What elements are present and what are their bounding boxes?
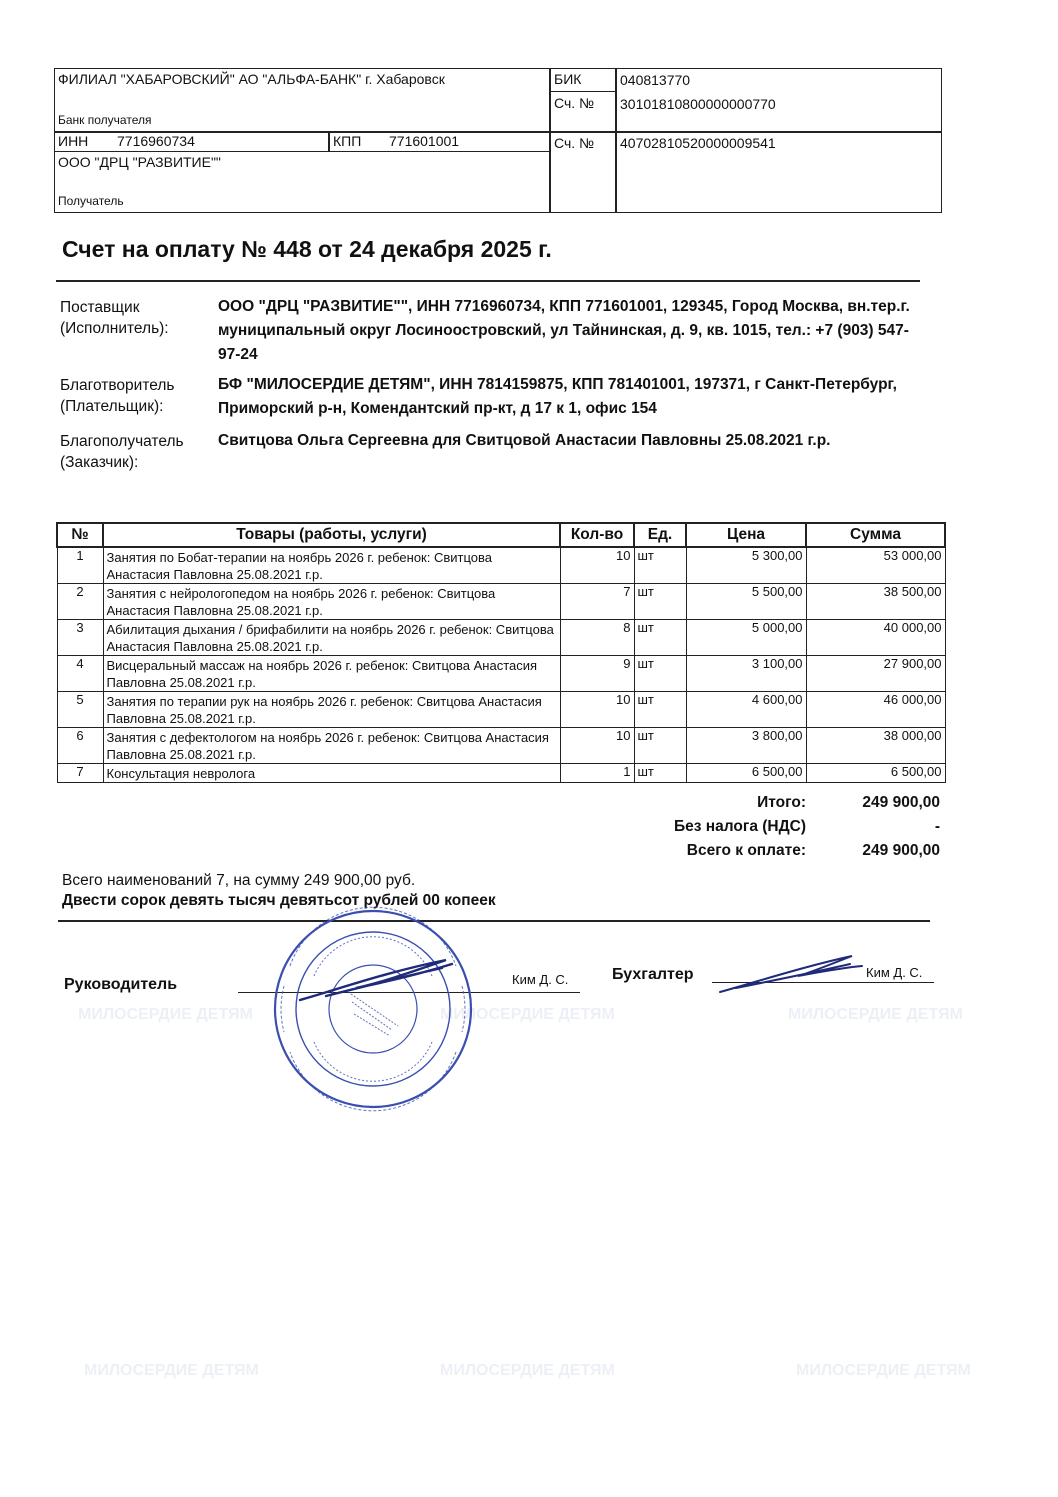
watermark: МИЛОСЕРДИЕ ДЕТЯМ <box>796 1362 971 1379</box>
supplier-label: Поставщик (Исполнитель): <box>60 299 169 337</box>
beneficiary-label: Благополучатель (Заказчик): <box>60 433 184 471</box>
table-header-row <box>57 523 945 547</box>
table-row <box>57 584 945 620</box>
watermark: МИЛОСЕРДИЕ ДЕТЯМ <box>84 1362 259 1379</box>
kpp-value: 771601001 <box>389 133 460 149</box>
bik-value: 040813770 <box>620 72 691 88</box>
supplier-details: ООО "ДРЦ "РАЗВИТИЕ"", ИНН 7716960734, КПП 771601001, 129345, Город Москва, вн.тер.г. муниципальный округ Лосиноостровский, ул Тайнинская, д. 9, кв. 1015, тел.: +7 (903) 547-97-24 <box>218 298 910 363</box>
row-price: 3 100,00 <box>686 656 806 692</box>
row-name: Занятия по терапии рук на ноябрь 2026 г. ребенок: Свитцова Анастасия Павловна 25.08.2021 г.р. <box>103 692 560 728</box>
row-qty: 8 <box>560 620 634 656</box>
table-row <box>57 692 945 728</box>
row-unit: шт <box>634 620 686 656</box>
head-name: Ким Д. С. <box>512 972 569 987</box>
row-qty: 1 <box>560 764 634 783</box>
payer-label: Благотворитель (Плательщик): <box>60 377 175 415</box>
row-name: Занятия по Бобат-терапии на ноябрь 2026 г. ребенок: Свитцова Анастасия Павловна 25.08.2021 г.р. <box>103 547 560 584</box>
due-label: Всего к оплате: <box>686 842 806 859</box>
inn-label: ИНН <box>58 133 89 149</box>
row-price: 5 300,00 <box>686 547 806 584</box>
row-sum: 6 500,00 <box>806 764 945 783</box>
row-name: Абилитация дыхания / брифабилити на ноябрь 2026 г. ребенок: Свитцова Анастасия Павловна 25.08.2021 г.р. <box>103 620 560 656</box>
row-unit: шт <box>634 728 686 764</box>
table-row <box>57 547 945 584</box>
watermark: МИЛОСЕРДИЕ ДЕТЯМ <box>788 1006 963 1023</box>
items-table <box>56 522 946 783</box>
row-num: 3 <box>57 620 103 656</box>
row-unit: шт <box>634 584 686 620</box>
row-num: 2 <box>57 584 103 620</box>
payer-details: БФ "МИЛОСЕРДИЕ ДЕТЯМ", ИНН 7814159875, КПП 781401001, 197371, г Санкт-Петербург, Приморский р-н, Комендантский пр-кт, д 17 к 1, офис 154 <box>218 376 897 417</box>
bank-details <box>54 68 942 213</box>
row-unit: шт <box>634 547 686 584</box>
row-unit: шт <box>634 656 686 692</box>
summary-rule <box>58 920 930 922</box>
row-unit: шт <box>634 764 686 783</box>
header-price: Цена <box>686 523 806 547</box>
accountant-signature <box>716 950 866 996</box>
watermark: МИЛОСЕРДИЕ ДЕТЯМ <box>440 1362 615 1379</box>
row-sum: 53 000,00 <box>806 547 945 584</box>
row-price: 4 600,00 <box>686 692 806 728</box>
account-label: Сч. № <box>554 135 595 151</box>
row-price: 5 500,00 <box>686 584 806 620</box>
row-name: Занятия с нейрологопедом на ноябрь 2026 г. ребенок: Свитцова Анастасия Павловна 25.08.2021 г.р. <box>103 584 560 620</box>
kpp-label: КПП <box>333 133 362 149</box>
table-row <box>57 656 945 692</box>
row-sum: 40 000,00 <box>806 620 945 656</box>
table-row <box>57 620 945 656</box>
total-label: Итого: <box>757 794 806 811</box>
row-qty: 10 <box>560 547 634 584</box>
row-price: 6 500,00 <box>686 764 806 783</box>
accountant-name: Ким Д. С. <box>866 965 923 980</box>
watermark: МИЛОСЕРДИЕ ДЕТЯМ <box>78 1006 253 1023</box>
account-value: 40702810520000009541 <box>620 135 776 151</box>
row-num: 4 <box>57 656 103 692</box>
row-sum: 38 000,00 <box>806 728 945 764</box>
bik-label: БИК <box>554 71 582 87</box>
recipient-label: Получатель <box>58 194 124 208</box>
header-qty: Кол-во <box>560 523 634 547</box>
due-value: 249 900,00 <box>862 842 940 859</box>
beneficiary-details: Свитцова Ольга Сергеевна для Свитцовой Анастасии Павловны 25.08.2021 г.р. <box>218 432 831 449</box>
header-num: № <box>57 523 103 547</box>
accountant-label: Бухгалтер <box>612 966 694 983</box>
row-qty: 10 <box>560 728 634 764</box>
vat-value: - <box>934 818 940 835</box>
row-num: 1 <box>57 547 103 584</box>
row-qty: 7 <box>560 584 634 620</box>
head-label: Руководитель <box>64 976 178 993</box>
row-num: 7 <box>57 764 103 783</box>
bank-name: ФИЛИАЛ "ХАБАРОВСКИЙ" АО "АЛЬФА-БАНК" г. Хабаровск <box>58 71 445 87</box>
row-num: 6 <box>57 728 103 764</box>
vat-label: Без налога (НДС) <box>674 818 806 835</box>
corr-account-label: Сч. № <box>554 95 595 111</box>
row-sum: 46 000,00 <box>806 692 945 728</box>
row-name: Занятия с дефектологом на ноябрь 2026 г. ребенок: Свитцова Анастасия Павловна 25.08.2021 г.р. <box>103 728 560 764</box>
header-sum: Сумма <box>806 523 945 547</box>
row-unit: шт <box>634 692 686 728</box>
title-rule <box>56 280 920 282</box>
amount-in-words: Двести сорок девять тысяч девятьсот рублей 00 копеек <box>62 892 496 909</box>
row-sum: 38 500,00 <box>806 584 945 620</box>
row-name: Консультация невролога <box>103 764 560 783</box>
row-name: Висцеральный массаж на ноябрь 2026 г. ребенок: Свитцова Анастасия Павловна 25.08.2021 г.р. <box>103 656 560 692</box>
row-qty: 10 <box>560 692 634 728</box>
row-sum: 27 900,00 <box>806 656 945 692</box>
header-name: Товары (работы, услуги) <box>103 523 560 547</box>
corr-account-value: 30101810800000000770 <box>620 96 776 112</box>
invoice-title: Счет на оплату № 448 от 24 декабря 2025 г. <box>62 236 552 262</box>
head-signature <box>296 950 456 1010</box>
inn-value: 7716960734 <box>117 133 195 149</box>
items-count-summary: Всего наименований 7, на сумму 249 900,00 руб. <box>62 872 416 889</box>
row-price: 5 000,00 <box>686 620 806 656</box>
header-unit: Ед. <box>634 523 686 547</box>
recipient-name: ООО "ДРЦ "РАЗВИТИЕ"" <box>58 154 221 170</box>
total-value: 249 900,00 <box>862 794 940 811</box>
table-row <box>57 764 945 783</box>
bank-label: Банк получателя <box>58 113 152 127</box>
table-row <box>57 728 945 764</box>
watermark: МИЛОСЕРДИЕ ДЕТЯМ <box>440 1006 615 1023</box>
row-num: 5 <box>57 692 103 728</box>
row-price: 3 800,00 <box>686 728 806 764</box>
row-qty: 9 <box>560 656 634 692</box>
